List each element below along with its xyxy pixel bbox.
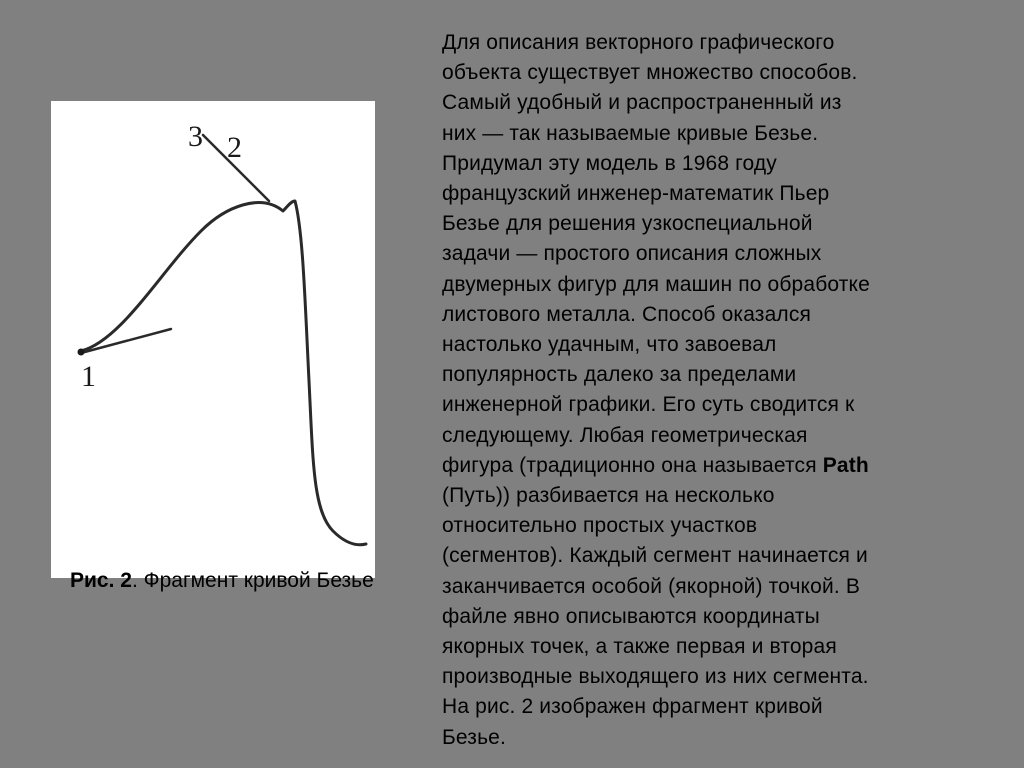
text-line: производные выходящего из них сегмента. bbox=[442, 665, 869, 689]
text-line: Безье. bbox=[442, 725, 506, 749]
figure-caption bbox=[70, 567, 390, 595]
text-line: двумерных фигур для машин по обработке bbox=[442, 272, 870, 296]
text-line: следующему. Любая геометрическая bbox=[442, 423, 808, 447]
text-line: объекта существует множество способов. bbox=[442, 61, 858, 85]
text-line: задачи — простого описания сложных bbox=[442, 242, 822, 266]
text-line-path bbox=[442, 451, 978, 481]
caption-text: . Фрагмент кривой Безье bbox=[131, 569, 374, 592]
text-line: относительно простых участков bbox=[442, 514, 758, 538]
anchor-point-1 bbox=[78, 349, 85, 356]
caption-figure-number: Рис. 2 bbox=[70, 569, 132, 592]
text-line: якорных точек, а также первая и вторая bbox=[442, 635, 837, 659]
text-line: На рис. 2 изображен фрагмент кривой bbox=[442, 695, 823, 719]
text-line: заканчивается особой (якорной) точкой. В bbox=[442, 574, 860, 598]
text-line: популярность далеко за пределами bbox=[442, 363, 797, 387]
text-line: инженерной графики. Его суть сводится к bbox=[442, 393, 855, 417]
tangent-handle-start bbox=[81, 329, 171, 353]
body-text bbox=[442, 28, 978, 753]
text-line: настолько удачным, что завоевал bbox=[442, 333, 777, 357]
text-line: (Путь)) разбивается на несколько bbox=[442, 484, 775, 508]
text-line: листового металла. Способ оказался bbox=[442, 302, 811, 326]
path-term: Path bbox=[822, 453, 869, 477]
bezier-figure-svg bbox=[51, 101, 375, 578]
bezier-figure bbox=[51, 101, 375, 578]
point-label-1: 1 bbox=[81, 360, 96, 393]
bezier-curve bbox=[81, 201, 366, 545]
text-line: файле явно описываются координаты bbox=[442, 604, 820, 628]
point-label-3: 3 bbox=[188, 120, 203, 153]
text-line: Придумал эту модель в 1968 году bbox=[442, 151, 777, 175]
text-line: (сегментов). Каждый сегмент начинается и bbox=[442, 544, 868, 568]
path-line-prefix: фигура (традиционно она называется bbox=[442, 453, 823, 477]
point-label-2: 2 bbox=[227, 131, 242, 164]
text-line: Безье для решения узкоспециальной bbox=[442, 212, 813, 236]
text-line: французский инженер-математик Пьер bbox=[442, 182, 830, 206]
text-line: Для описания векторного графического bbox=[442, 31, 835, 54]
text-line: них — так называемые кривые Безье. bbox=[442, 121, 819, 145]
text-line: Самый удобный и распространенный из bbox=[442, 91, 842, 115]
